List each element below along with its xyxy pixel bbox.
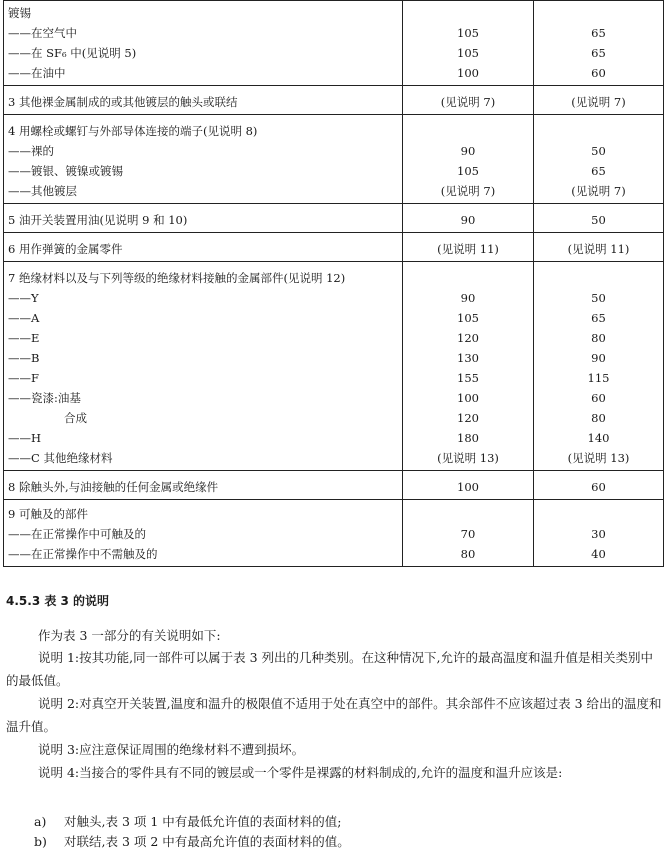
- item-label: ——F: [8, 371, 39, 385]
- list-item-text: 对触头,表 3 项 1 中有最低允许值的表面材料的值;: [64, 814, 342, 829]
- temperature-rise-cell: [534, 233, 664, 262]
- item-cell: [4, 471, 403, 500]
- list-item-text: 对联结,表 3 项 2 中有最高允许值的表面材料的值。: [64, 834, 350, 849]
- intro-paragraph: 作为表 3 一部分的有关说明如下:: [38, 628, 221, 643]
- item-label: 5 油开关装置用油(见说明 9 和 10): [8, 213, 188, 227]
- item-label: ——在油中: [8, 66, 66, 80]
- table-row: [4, 86, 664, 115]
- value: 65: [591, 311, 606, 325]
- value: (见说明 11): [567, 242, 630, 256]
- temperature-rise-cell: [534, 500, 664, 567]
- value: 120: [457, 411, 479, 425]
- list-item-a: [34, 812, 342, 830]
- item-label: 镀锡: [8, 6, 31, 20]
- value: 30: [591, 527, 606, 541]
- note-1: 说明 1:按其功能,同一部件可以属于表 3 列出的几种类别。在这种情况下,允许的最高温度和温升值是相关类别中的最低值。: [6, 650, 653, 688]
- table-row: [4, 471, 664, 500]
- item-cell: [4, 262, 403, 471]
- value: [407, 504, 529, 524]
- value: 60: [591, 480, 606, 494]
- value: 90: [460, 144, 476, 158]
- item-label: 合成: [64, 411, 87, 425]
- table-row: [4, 115, 664, 204]
- value: 60: [591, 391, 606, 405]
- value: 40: [591, 547, 606, 561]
- value: 90: [460, 213, 476, 227]
- item-cell: [4, 115, 403, 204]
- value: 180: [457, 431, 479, 445]
- value: 105: [457, 164, 479, 178]
- item-cell: [4, 233, 403, 262]
- value: [407, 121, 529, 141]
- item-label: ——E: [8, 331, 40, 345]
- value: 105: [457, 26, 479, 40]
- value: [538, 504, 659, 524]
- item-cell: [4, 500, 403, 567]
- item-label: ——在空气中: [8, 26, 77, 40]
- note-2: 说明 2:对真空开关装置,温度和温升的极限值不适用于处在真空中的部件。其余部件不应该超过表 3 给出的温度和温升值。: [6, 696, 662, 734]
- temperature-cell: [403, 204, 534, 233]
- table-row: [4, 500, 664, 567]
- value: 65: [591, 164, 606, 178]
- value: 130: [457, 351, 479, 365]
- value: 140: [587, 431, 610, 445]
- temperature-cell: [403, 115, 534, 204]
- list-item-label: a): [34, 814, 47, 829]
- list-item-label: b): [34, 834, 47, 849]
- value: (见说明 7): [440, 184, 496, 198]
- value: 50: [591, 291, 606, 305]
- item-cell: [4, 1, 403, 86]
- value: 50: [591, 213, 606, 227]
- value: (见说明 7): [440, 95, 496, 109]
- value: (见说明 13): [567, 451, 630, 465]
- value: 100: [457, 391, 479, 405]
- item-label: ——瓷漆:油基: [8, 391, 81, 405]
- value: (见说明 13): [437, 451, 499, 465]
- temperature-cell: [403, 262, 534, 471]
- item-label: 7 绝缘材料以及与下列等级的绝缘材料接触的金属部件(见说明 12): [8, 271, 346, 285]
- item-label: ——Y: [8, 291, 39, 305]
- value: 155: [457, 371, 479, 385]
- item-label: ——在正常操作中可触及的: [8, 527, 146, 541]
- value: 115: [587, 371, 610, 385]
- item-label: ——裸的: [8, 144, 54, 158]
- value: 70: [460, 527, 476, 541]
- item-label: ——其他镀层: [8, 184, 77, 198]
- temperature-cell: [403, 1, 534, 86]
- temperature-cell: [403, 471, 534, 500]
- value: 80: [591, 411, 606, 425]
- table-row: [4, 1, 664, 86]
- value: [407, 3, 529, 23]
- temperature-rise-cell: [534, 471, 664, 500]
- temperature-cell: [403, 86, 534, 115]
- table-row: [4, 204, 664, 233]
- note-4: 说明 4:当接合的零件具有不同的镀层或一个零件是裸露的材料制成的,允许的温度和温升应该是:: [38, 765, 563, 780]
- value: 80: [460, 547, 476, 561]
- section-title: 4.5.3 表 3 的说明: [6, 594, 110, 608]
- value: 120: [457, 331, 479, 345]
- value: [538, 3, 659, 23]
- item-label: ——A: [8, 311, 40, 325]
- value: [538, 268, 659, 288]
- note-3: 说明 3:应注意保证周围的绝缘材料不遭到损坏。: [38, 742, 305, 757]
- item-label: 6 用作弹簧的金属零件: [8, 242, 123, 256]
- value: 65: [591, 46, 606, 60]
- item-label: ——在 SF₆ 中(见说明 5): [8, 46, 137, 60]
- table-row: [4, 233, 664, 262]
- value: 90: [591, 351, 606, 365]
- item-label: ——B: [8, 351, 40, 365]
- item-label: 4 用螺栓或螺钉与外部导体连接的端子(见说明 8): [8, 124, 258, 138]
- value: 105: [457, 46, 479, 60]
- list-item-b: [34, 832, 350, 850]
- item-label: ——C 其他绝缘材料: [8, 451, 113, 465]
- value: 105: [457, 311, 479, 325]
- temperature-cell: [403, 233, 534, 262]
- value: [407, 268, 529, 288]
- value: (见说明 11): [437, 242, 499, 256]
- value: 65: [591, 26, 606, 40]
- temperature-rise-cell: [534, 204, 664, 233]
- item-label: 8 除触头外,与油接触的任何金属或绝缘件: [8, 480, 219, 494]
- limits-table: [3, 0, 664, 567]
- temperature-cell: [403, 500, 534, 567]
- value: 90: [460, 291, 476, 305]
- temperature-rise-cell: [534, 262, 664, 471]
- item-label: ——H: [8, 431, 42, 445]
- table-row: [4, 262, 664, 471]
- value: 80: [591, 331, 606, 345]
- item-label: 3 其他裸金属制成的或其他镀层的触头或联结: [8, 95, 238, 109]
- item-label: 9 可触及的部件: [8, 507, 88, 521]
- value: 50: [591, 144, 606, 158]
- value: (见说明 7): [571, 95, 626, 109]
- value: [538, 121, 659, 141]
- temperature-rise-cell: [534, 86, 664, 115]
- item-cell: [4, 86, 403, 115]
- value: (见说明 7): [571, 184, 626, 198]
- value: 100: [457, 66, 479, 80]
- item-cell: [4, 204, 403, 233]
- value: 60: [591, 66, 606, 80]
- temperature-rise-cell: [534, 1, 664, 86]
- temperature-rise-cell: [534, 115, 664, 204]
- value: 100: [457, 480, 479, 494]
- item-label: ——镀银、镀镍或镀锡: [8, 164, 123, 178]
- item-label: ——在正常操作中不需触及的: [8, 547, 158, 561]
